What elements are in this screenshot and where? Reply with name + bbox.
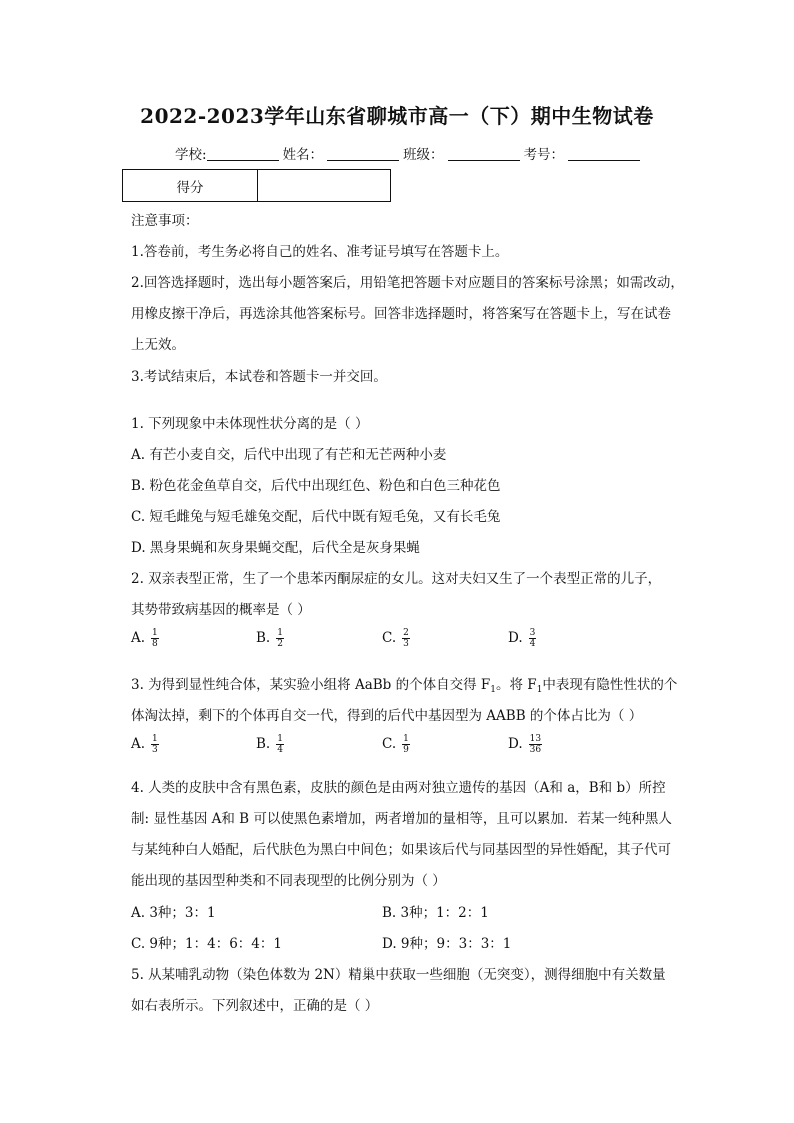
q3-option-d[interactable]: D. $\frac{13}{36}$ (508, 734, 542, 755)
q2-stem-line-2: 其势带致病基因的概率是（ ） (131, 602, 311, 618)
notice-item-3: 3.考试结束后，本试卷和答题卡一并交回。 (131, 369, 387, 385)
q1-option-d[interactable]: D. 黑身果蝇和灰身果蝇交配，后代全是灰身果蝇 (131, 540, 420, 556)
q4-option-c[interactable]: C. 9种；1：4：6：4：1 (131, 936, 282, 952)
school-blank[interactable] (207, 146, 279, 161)
q2-option-b[interactable]: B. $\frac{1}{2}$ (256, 628, 283, 649)
score-table (122, 169, 391, 202)
q3-stem-line-1: 3. 为得到显性纯合体，某实验小组将 AaBb 的个体自交得 $F_1$。将 $F_1$中表现有隐性性状的个 (131, 677, 678, 695)
q5-stem-line-2: 如右表所示。下列叙述中，正确的是（ ） (131, 998, 379, 1014)
q4-option-d[interactable]: D. 9种；9：3：3：1 (382, 936, 512, 952)
student-info-row (175, 143, 644, 163)
exam-no-blank[interactable] (568, 146, 640, 161)
page-title: 2022-2023学年山东省聊城市高一（下）期中生物试卷 (140, 104, 654, 128)
fraction: $\frac{1}{9}$ (403, 734, 409, 755)
fraction: $\frac{1}{2}$ (277, 628, 283, 649)
class-blank[interactable] (448, 146, 520, 161)
q1-stem: 1. 下列现象中未体现性状分离的是（ ） (131, 416, 369, 432)
name-blank[interactable] (327, 146, 399, 161)
notice-item-1: 1.答卷前，考生务必将自己的姓名、准考证号填写在答题卡上。 (131, 244, 509, 260)
q4-option-b[interactable]: B. 3种；1：2：1 (382, 905, 489, 921)
notice-heading: 注意事项： (131, 213, 199, 229)
name-label: 姓名： (282, 147, 324, 163)
q3-option-a[interactable]: A. $\frac{1}{3}$ (131, 734, 158, 755)
fraction: $\frac{1}{4}$ (277, 734, 283, 755)
q4-option-a[interactable]: A. 3种；3：1 (131, 905, 216, 921)
q1-option-b[interactable]: B. 粉色花金鱼草自交，后代中出现红色、粉色和白色三种花色 (131, 478, 501, 494)
notice-item-2-line-3: 上无效。 (131, 337, 185, 353)
fraction: $\frac{2}{3}$ (403, 628, 409, 649)
fraction: $\frac{1}{8}$ (152, 628, 158, 649)
fraction: $\frac{3}{4}$ (529, 628, 536, 649)
q4-stem-line-4: 能出现的基因型种类和不同表现型的比例分别为（ ） (131, 873, 446, 889)
q4-stem-line-3: 与某纯种白人婚配，后代肤色为黑白中间色；如果该后代与同基因型的异性婚配，其子代可 (131, 842, 671, 858)
school-label: 学校: (175, 147, 207, 163)
q5-stem-line-1: 5. 从某哺乳动物（染色体数为 2N）精巢中获取一些细胞（无突变），测得细胞中有关数量 (131, 967, 666, 983)
q3-option-c[interactable]: C. $\frac{1}{9}$ (382, 734, 409, 755)
q3-stem-line-2: 体淘汰掉，剩下的个体再自交一代，得到的后代中基因型为 AABB 的个体占比为（ ） (131, 708, 643, 724)
notice-item-2-line-1: 2.回答选择题时，选出每小题答案后，用铅笔把答题卡对应题目的答案标号涂黑；如需改动， (131, 275, 684, 291)
exam-no-label: 考号： (523, 147, 565, 163)
score-label: 得分 (123, 170, 258, 202)
q1-option-a[interactable]: A. 有芒小麦自交，后代中出现了有芒和无芒两种小麦 (131, 447, 447, 463)
q2-stem-line-1: 2. 双亲表型正常，生了一个患苯丙酮尿症的女儿。这对夫妇又生了一个表型正常的儿子， (131, 571, 662, 587)
score-box[interactable] (258, 170, 391, 202)
q2-option-a[interactable]: A. $\frac{1}{8}$ (131, 628, 158, 649)
fraction: $\frac{1}{3}$ (152, 734, 158, 755)
q3-option-b[interactable]: B. $\frac{1}{4}$ (256, 734, 283, 755)
q4-stem-line-1: 4. 人类的皮肤中含有黑色素，皮肤的颜色是由两对独立遗传的基因（A和 a，B和 b）所控 (131, 780, 666, 796)
notice-item-2-line-2: 用橡皮擦干净后，再选涂其他答案标号。回答非选择题时，将答案写在答题卡上，写在试卷 (131, 306, 671, 322)
class-label: 班级： (403, 147, 444, 163)
q2-option-d[interactable]: D. $\frac{3}{4}$ (508, 628, 536, 649)
fraction: $\frac{13}{36}$ (529, 734, 542, 755)
q1-option-c[interactable]: C. 短毛雌兔与短毛雄兔交配，后代中既有短毛兔，又有长毛兔 (131, 509, 501, 525)
q4-stem-line-2: 制: 显性基因 A和 B 可以使黑色素增加，两者增加的量相等，且可以累加．若某一纯种黑人 (131, 811, 672, 827)
q2-option-c[interactable]: C. $\frac{2}{3}$ (382, 628, 409, 649)
